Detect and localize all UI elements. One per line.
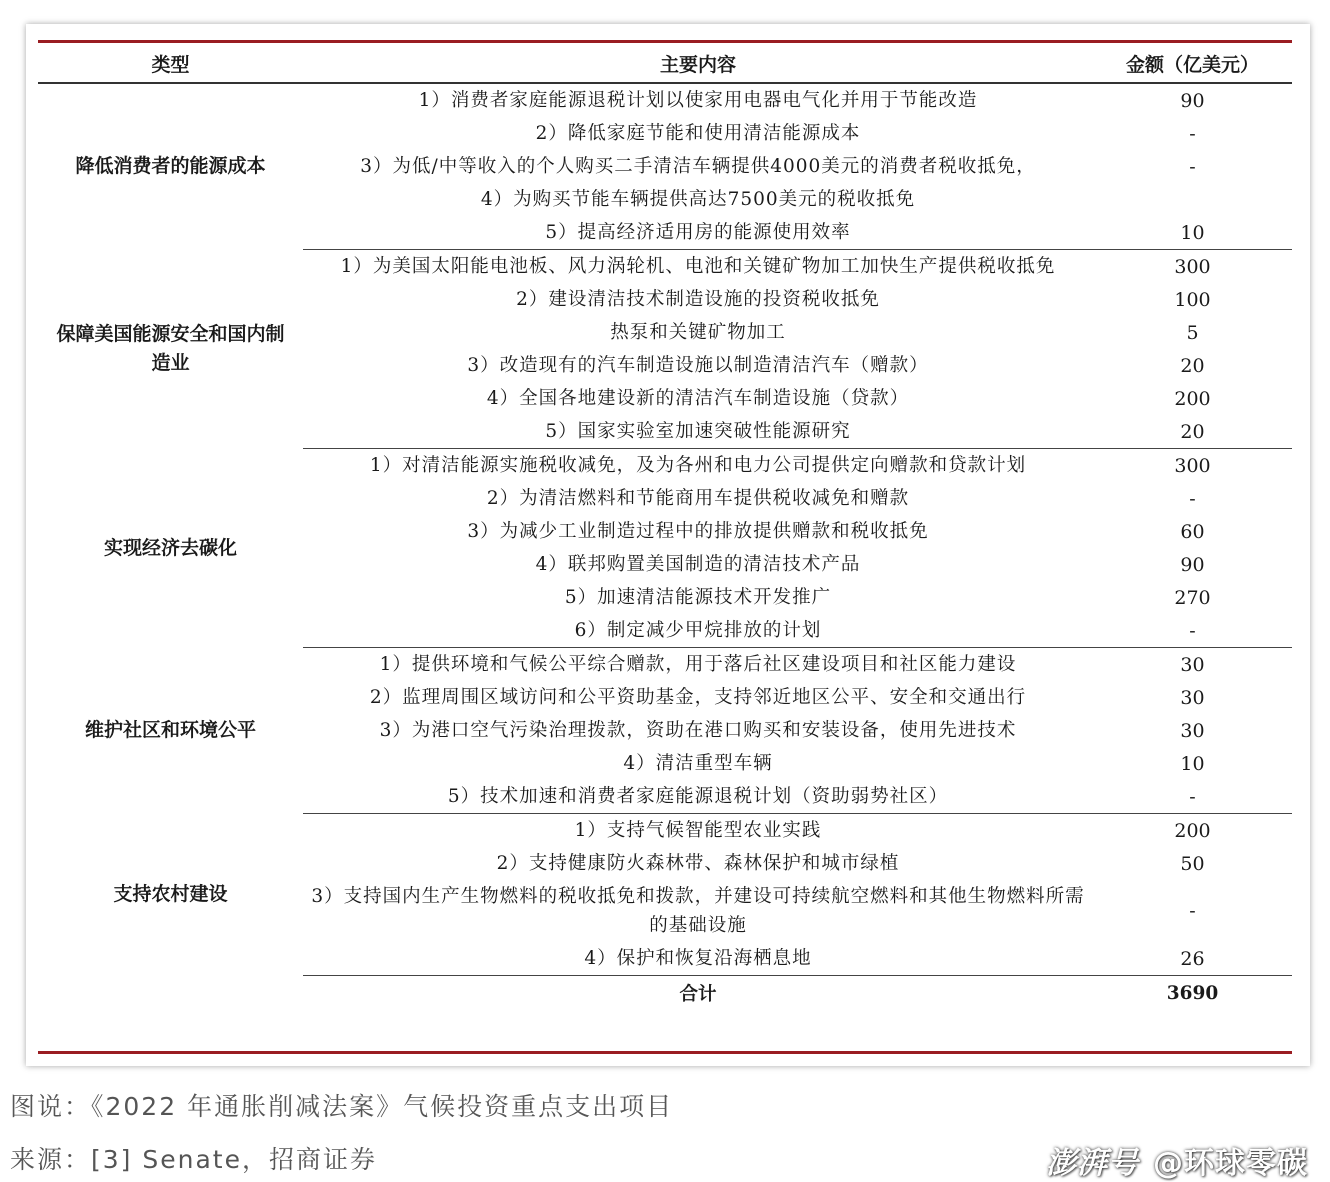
amount-cell: 5 <box>1186 321 1199 344</box>
top-rule <box>38 40 1292 43</box>
source-note: 来源：[3] Senate，招商证券 <box>10 1145 377 1174</box>
content-cell: 5）加速清洁能源技术开发推广 <box>564 587 832 608</box>
content-cell: 2）为清洁燃料和节能商用车提供税收减免和赠款 <box>486 488 910 509</box>
total-amount: 3690 <box>1166 982 1219 1004</box>
content-cell: 3）为低/中等收入的个人购买二手清洁车辆提供4000美元的消费者税收抵免， <box>360 156 1036 177</box>
amount-cell: 60 <box>1180 520 1205 543</box>
amount-cell: 10 <box>1093 216 1292 250</box>
amount-cell: 50 <box>1180 852 1205 875</box>
amount-cell: 200 <box>1174 819 1211 842</box>
total-label: 合计 <box>679 984 717 1005</box>
spending-table <box>38 44 1292 1010</box>
table-row <box>38 814 1292 848</box>
content-cell: 5）国家实验室加速突破性能源研究 <box>303 415 1093 449</box>
amount-cell <box>1093 183 1292 216</box>
amount-cell: 30 <box>1180 686 1205 709</box>
amount-cell: 200 <box>1174 387 1211 410</box>
content-cell: 5）提高经济适用房的能源使用效率 <box>303 216 1093 250</box>
watermark-brand: 澎湃号 <box>1046 1146 1139 1181</box>
total-empty-cell <box>38 976 303 1011</box>
category-cell: 维护社区和环境公平 <box>84 719 256 741</box>
bottom-rule <box>38 1051 1292 1054</box>
content-cell: 5）技术加速和消费者家庭能源退税计划（资助弱势社区） <box>303 780 1093 814</box>
table-card <box>26 24 1310 1066</box>
amount-cell: 20 <box>1180 354 1205 377</box>
amount-cell: 90 <box>1180 89 1205 112</box>
content-cell: 1）对清洁能源实施税收减免，及为各州和电力公司提供定向赠款和贷款计划 <box>369 455 1027 476</box>
content-cell: 4）联邦购置美国制造的清洁技术产品 <box>535 554 861 575</box>
amount-cell: 10 <box>1180 752 1205 775</box>
content-cell: 3）改造现有的汽车制造设施以制造清洁汽车（赠款） <box>467 355 929 376</box>
content-cell: 3）为港口空气污染治理拨款，资助在港口购买和安装设备，使用先进技术 <box>379 720 1017 741</box>
amount-cell: 300 <box>1174 454 1211 477</box>
content-cell: 4）保护和恢复沿海栖息地 <box>303 942 1093 976</box>
amount-cell: - <box>1189 487 1196 510</box>
content-cell: 2）支持健康防火森林带、森林保护和城市绿植 <box>496 853 900 874</box>
content-cell: 3）支持国内生产生物燃料的税收抵免和拨款，并建设可持续航空燃料和其他生物燃料所需的基础设施 <box>311 886 1085 936</box>
amount-cell: 90 <box>1180 553 1205 576</box>
table-body <box>38 83 1292 1010</box>
amount-cell: - <box>1189 155 1196 178</box>
content-cell: 2）降低家庭节能和使用清洁能源成本 <box>535 123 861 144</box>
amount-cell: 270 <box>1174 586 1211 609</box>
content-cell: 热泵和关键矿物加工 <box>610 322 786 343</box>
content-cell: 6）制定减少甲烷排放的计划 <box>303 614 1093 648</box>
header-type: 类型 <box>38 44 303 83</box>
table-row <box>38 83 1292 117</box>
table-row <box>38 449 1292 483</box>
amount-cell: - <box>1189 900 1196 922</box>
content-cell: 4）全国各地建设新的清洁汽车制造设施（贷款） <box>486 388 910 409</box>
content-cell: 1）为美国太阳能电池板、风力涡轮机、电池和关键矿物加工加快生产提供税收抵免 <box>340 256 1056 277</box>
content-cell: 4）为购买节能车辆提供高达7500美元的税收抵免 <box>480 189 916 210</box>
content-cell: 1）提供环境和气候公平综合赠款，用于落后社区建设项目和社区能力建设 <box>379 654 1017 675</box>
content-cell: 1）支持气候智能型农业实践 <box>574 820 822 841</box>
content-cell: 3）为减少工业制造过程中的排放提供赠款和税收抵免 <box>467 521 929 542</box>
amount-cell: - <box>1189 122 1196 145</box>
table-row <box>38 648 1292 682</box>
total-row <box>38 976 1292 1011</box>
category-cell: 实现经济去碳化 <box>103 536 237 559</box>
header-amount: 金额（亿美元） <box>1093 44 1292 83</box>
category-cell: 降低消费者的能源成本 <box>75 155 266 178</box>
content-cell: 2）建设清洁技术制造设施的投资税收抵免 <box>516 289 880 310</box>
amount-cell: 100 <box>1174 288 1211 311</box>
amount-cell: 26 <box>1093 942 1292 976</box>
amount-cell: - <box>1093 780 1292 814</box>
content-cell: 2）监理周围区域访问和公平资助基金，支持邻近地区公平、安全和交通出行 <box>369 687 1027 708</box>
header-content: 主要内容 <box>303 44 1093 83</box>
category-cell: 支持农村建设 <box>113 883 228 905</box>
amount-cell: 20 <box>1093 415 1292 449</box>
amount-cell: - <box>1093 614 1292 648</box>
table-row <box>38 250 1292 284</box>
watermark-account: @环球零碳 <box>1153 1146 1308 1181</box>
header-row <box>38 44 1292 83</box>
content-cell: 4）清洁重型车辆 <box>623 753 773 774</box>
amount-cell: 300 <box>1174 255 1211 278</box>
amount-cell: 30 <box>1180 653 1205 676</box>
watermark <box>1046 1138 1308 1182</box>
figure-caption: 图说：《2022 年通胀削减法案》气候投资重点支出项目 <box>10 1092 674 1121</box>
category-cell: 保障美国能源安全和国内制造业 <box>56 323 285 374</box>
amount-cell: 30 <box>1180 719 1205 742</box>
content-cell: 1）消费者家庭能源退税计划以使家用电器电气化并用于节能改造 <box>418 90 978 111</box>
